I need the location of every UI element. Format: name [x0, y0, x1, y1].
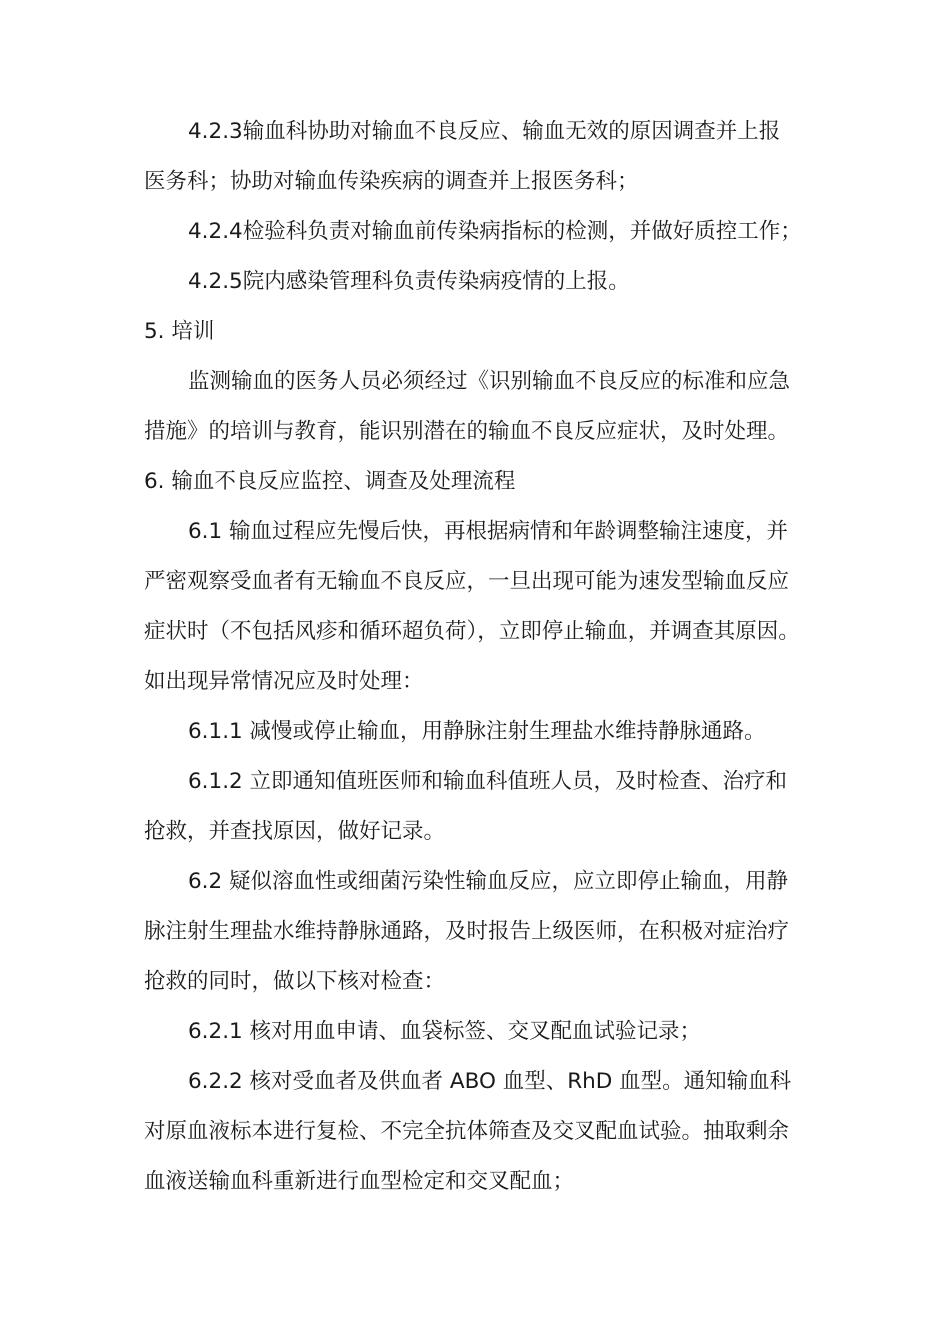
section-5-heading: 5. 培训 — [144, 319, 215, 344]
clause-6-1-line-4: 如出现异常情况应及时处理： — [144, 669, 424, 694]
clause-6-1-2-line-2: 抢救，并查找原因，做好记录。 — [144, 819, 446, 844]
section-5-paragraph-line-1: 监测输血的医务人员必须经过《识别输血不良反应的标准和应急 — [188, 369, 791, 394]
section-6-heading: 6. 输血不良反应监控、调查及处理流程 — [144, 469, 516, 494]
clause-4-2-5: 4.2.5院内感染管理科负责传染病疫情的上报。 — [188, 269, 630, 294]
clause-6-2-2-line-3: 血液送输血科重新进行血型检定和交叉配血； — [144, 1169, 575, 1194]
clause-6-1-1: 6.1.1 减慢或停止输血，用静脉注射生理盐水维持静脉通路。 — [188, 719, 766, 744]
clause-6-1-line-2: 严密观察受血者有无输血不良反应，一旦出现可能为速发型输血反应 — [144, 569, 790, 594]
clause-6-1-line-1: 6.1 输血过程应先慢后快，再根据病情和年龄调整输注速度，并 — [188, 519, 789, 544]
clause-6-2-2-line-1: 6.2.2 核对受血者及供血者 ABO 血型、RhD 血型。通知输血科 — [188, 1069, 792, 1094]
clause-4-2-3-line-1: 4.2.3输血科协助对输血不良反应、输血无效的原因调查并上报 — [188, 119, 781, 144]
clause-6-2-line-2: 脉注射生理盐水维持静脉通路，及时报告上级医师，在积极对症治疗 — [144, 919, 790, 944]
clause-6-1-2-line-1: 6.1.2 立即通知值班医师和输血科值班人员，及时检查、治疗和 — [188, 769, 788, 794]
clause-6-2-line-3: 抢救的同时，做以下核对检查： — [144, 969, 446, 994]
section-5-paragraph-line-2: 措施》的培训与教育，能识别潜在的输血不良反应症状，及时处理。 — [144, 419, 790, 444]
clause-6-2-2-line-2: 对原血液标本进行复检、不完全抗体筛查及交叉配血试验。抽取剩余 — [144, 1119, 790, 1144]
clause-6-2-line-1: 6.2 疑似溶血性或细菌污染性输血反应，应立即停止输血，用静 — [188, 869, 789, 894]
clause-6-2-1: 6.2.1 核对用血申请、血袋标签、交叉配血试验记录； — [188, 1019, 702, 1044]
clause-4-2-4: 4.2.4检验科负责对输血前传染病指标的检测，并做好质控工作； — [188, 219, 802, 244]
clause-4-2-3-line-2: 医务科；协助对输血传染疾病的调查并上报医务科； — [144, 169, 639, 194]
clause-6-1-line-3: 症状时（不包括风疹和循环超负荷），立即停止输血，并调查其原因。 — [144, 619, 800, 644]
